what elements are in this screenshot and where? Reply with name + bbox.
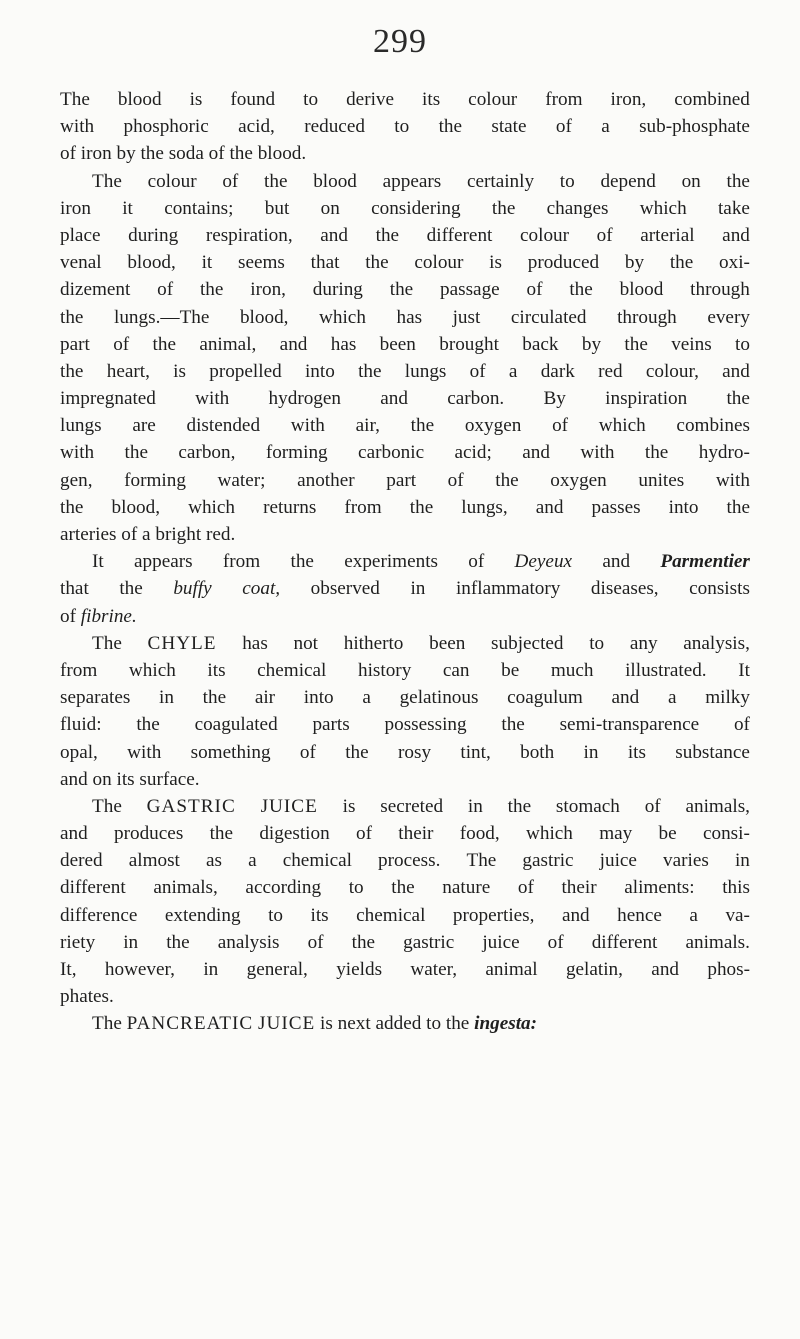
- text-line: the blood, which returns from the lungs, and passes into the: [60, 496, 750, 518]
- text-line: the lungs.—The blood, which has just circulated through every: [60, 306, 750, 328]
- text-line: dered almost as a chemical process. The gastric juice varies in: [60, 850, 750, 872]
- text-line: arteries of a bright red.: [60, 524, 236, 545]
- text-line: gen, forming water; another part of the oxygen unites with: [60, 469, 750, 491]
- text-line: opal, with something of the rosy tint, both in its substance: [60, 741, 750, 763]
- text-line: difference extending to its chemical properties, and hence a va-: [60, 904, 750, 926]
- text-line: lungs are distended with air, the oxygen of which combines: [60, 415, 750, 437]
- text-line: The blood is found to derive its colour from iron, combined: [60, 89, 750, 110]
- body-text: [60, 86, 750, 1038]
- text-line: fluid: the coagulated parts possessing the semi-transparence of: [60, 714, 750, 736]
- text-line: The colour of the blood appears certainly to depend on the: [92, 170, 750, 192]
- text-line: and produces the digestion of their food, which may be consi-: [60, 823, 750, 845]
- text-line: part of the animal, and has been brought back by the veins to: [60, 333, 750, 355]
- text-line: iron it contains; but on considering the changes which take: [60, 197, 750, 219]
- text-line: and on its surface.: [60, 768, 200, 790]
- text-line: the heart, is propelled into the lungs of a dark red colour, and: [60, 360, 750, 382]
- text-line: with the carbon, forming carbonic acid; and with the hydro-: [60, 442, 750, 464]
- text-line: The PANCREATIC JUICE is next added to the ingesta:: [92, 1013, 538, 1035]
- text-line: impregnated with hydrogen and carbon. By inspiration the: [60, 388, 750, 410]
- text-line: The GASTRIC JUICE is secreted in the stomach of animals,: [92, 795, 750, 817]
- text-line: It, however, in general, yields water, animal gelatin, and phos-: [60, 959, 750, 980]
- text-line: of fibrine.: [60, 605, 137, 627]
- text-line: of iron by the soda of the blood.: [60, 143, 307, 165]
- page-number: 299: [373, 23, 427, 60]
- text-line: phates.: [60, 986, 114, 1008]
- text-line: that the buffy coat, observed in inflammatory diseases, consists: [60, 578, 750, 600]
- text-line: riety in the analysis of the gastric juice of different animals.: [60, 931, 750, 953]
- text-line: from which its chemical history can be much illustrated. It: [60, 659, 750, 681]
- text-line: dizement of the iron, during the passage of the blood through: [60, 279, 750, 301]
- text-line: place during respiration, and the different colour of arterial and: [60, 224, 750, 246]
- text-line: The CHYLE has not hitherto been subjected to any analysis,: [92, 632, 750, 654]
- text-line: separates in the air into a gelatinous coagulum and a milky: [60, 687, 750, 709]
- text-line: with phosphoric acid, reduced to the state of a sub-phosphate: [60, 116, 750, 138]
- text-line: different animals, according to the nature of their aliments: this: [60, 877, 750, 899]
- text-line: venal blood, it seems that the colour is produced by the oxi-: [60, 252, 750, 274]
- text-line: It appears from the experiments of Deyeux and Parmentier: [92, 551, 750, 573]
